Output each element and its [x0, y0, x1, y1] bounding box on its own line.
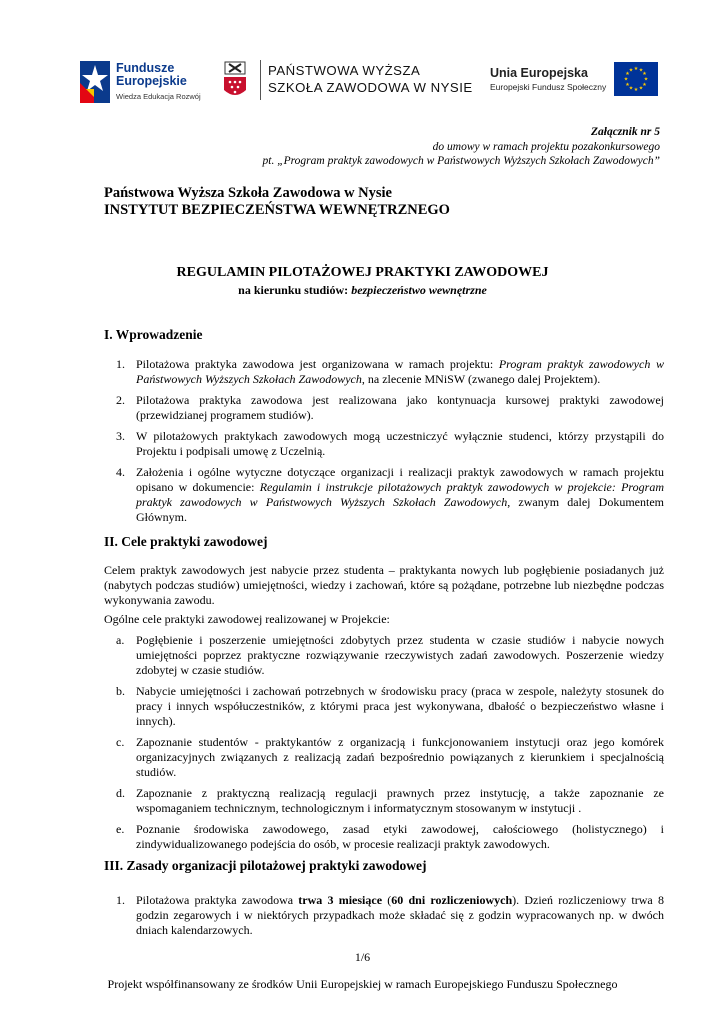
- list-item: d. Zapoznanie z praktyczną realizacją regulacji prawnych przez instytucję, a także zapoznanie ze wspomaganiem technicznym, technologicznym i informatycznym stosowanym w instytucji .: [116, 786, 664, 815]
- svg-text:★: ★: [642, 71, 647, 77]
- section-2-intro: Celem praktyk zawodowych jest nabycie przez studenta – praktykanta nowych lub pogłębienie posiadanych już (nabytych podczas studiów) umiejętności, wiedzy i zachowań, które są pożądane, potrzebne lub niezbędne podczas wykonywania zawodu.: [104, 563, 664, 607]
- eu-flag-icon: [614, 62, 658, 96]
- list-item: e. Poznanie środowiska zawodowego, zasad etyki zawodowej, całościowego (holistycznego) i zindywidualizowanego podejścia do osób, w procesie realizacji praktyk zawodowych.: [116, 822, 664, 851]
- list-item: c. Zapoznanie studentów - praktykantów z organizacją i funkcjonowaniem instytucji oraz jego komórek organizacyjnych związanych z realizacją zadań bezpośrednio powiązanych z kierunkiem i specjalnością studiów.: [116, 735, 664, 779]
- list-item: 4. Założenia i ogólne wytyczne dotyczące organizacji i realizacji praktyk zawodowych w ramach projektu opisano w dokumencie: Regulamin i instrukcje pilotażowych praktyk zawodowych w projekcie: Program praktyk zawodowych w Państwowych Wyższych Szkołach Zawodowych, zwanym dalej Dokumentem Głównym.: [116, 465, 665, 524]
- document-subtitle: [0, 283, 725, 298]
- list-item: 1. Pilotażowa praktyka zawodowa jest organizowana w ramach projektu: Program praktyk zawodowych w Państwowych Wyższych Szkołach Zawodowych, na zlecenie MNiSW (zwanego dalej Projektem).: [116, 357, 664, 386]
- svg-text:★: ★: [638, 85, 644, 92]
- ue-line2: Europejski Fundusz Społeczny: [490, 82, 607, 92]
- svg-text:★: ★: [623, 76, 629, 83]
- logo-bar: [0, 54, 725, 110]
- subtitle-field: bezpieczeństwo wewnętrzne: [351, 283, 487, 297]
- institution-block: [104, 185, 450, 219]
- svg-text:★: ★: [642, 82, 647, 88]
- svg-text:★: ★: [625, 82, 630, 88]
- pwsz-crest-icon: [222, 60, 248, 100]
- list-item: b. Nabycie umiejętności i zachowań potrzebnych w środowisku pracy (praca w zespole, należyty stosunek do pracy i innych współuczestników, z którymi praca jest wykonywana, dbałość o bezpieczeństwo własne i innych).: [116, 684, 664, 728]
- list-item: 1. Pilotażowa praktyka zawodowa trwa 3 miesiące (60 dni rozliczeniowych). Dzień rozliczeniowy trwa 8 godzin zegarowych i w niektórych przypadkach może składać się z godzin wypracowanych np. w dwóch dniach kalendarzowych.: [116, 893, 664, 937]
- page-number: 1/6: [354, 950, 371, 964]
- document-title: REGULAMIN PILOTAŻOWEJ PRAKTYKI ZAWODOWEJ: [176, 265, 549, 280]
- subtitle-prefix: na kierunku studiów:: [238, 283, 352, 297]
- pwsz-line1: PAŃSTWOWA WYŻSZA: [268, 63, 421, 78]
- section-2-intro2: Ogólne cele praktyki zawodowej realizowanej w Projekcie:: [104, 612, 390, 626]
- section-heading-2: II. Cele praktyki zawodowej: [104, 534, 268, 549]
- annex-note: [263, 125, 660, 169]
- ue-line1: Unia Europejska: [490, 66, 588, 80]
- institution-name: Państwowa Wyższa Szkoła Zawodowa w Nysie: [104, 185, 392, 201]
- footer-text: Projekt współfinansowany ze środków Unii Europejskiej w ramach Europejskiego Funduszu Społecznego: [107, 977, 618, 991]
- section-3-list: [104, 893, 664, 938]
- svg-text:★: ★: [633, 66, 639, 72]
- fe-line1: Fundusze: [116, 61, 175, 75]
- annex-line3: pt. „Program praktyk zawodowych w Państwowych Wyższych Szkołach Zawodowych”: [262, 155, 660, 167]
- svg-text:★: ★: [628, 67, 634, 74]
- svg-text:★: ★: [638, 67, 644, 74]
- list-item: 3. W pilotażowych praktykach zawodowych mogą uczestniczyć wyłącznie studenci, którzy przystąpili do Projektu i podpisali umowę z Uczelnią.: [116, 429, 664, 458]
- section-heading-3: III. Zasady organizacji pilotażowej praktyki zawodowej: [104, 858, 427, 873]
- list-item: a. Pogłębienie i poszerzenie umiejętności zdobytych przez studenta w czasie studiów i nabycie nowych umiejętności poprzez praktyczne rozwiązywanie rzeczywistych zadań zawodowych. Poszerzenie wiedzy zdobytej w czasie studiów.: [116, 633, 664, 677]
- fe-line2: Europejskie: [116, 74, 187, 88]
- annex-title: Załącznik nr 5: [590, 126, 660, 138]
- pwsz-line2: SZKOŁA ZAWODOWA W NYSIE: [268, 80, 473, 95]
- fe-star-icon: [80, 61, 110, 103]
- svg-text:★: ★: [628, 85, 634, 92]
- fundusze-europejskie-logo: [80, 59, 210, 107]
- annex-line2: do umowy w ramach projektu pozakonkursowego: [432, 140, 660, 153]
- section-heading-1: I. Wprowadzenie: [104, 327, 203, 342]
- institute-name: INSTYTUT BEZPIECZEŃSTWA WEWNĘTRZNEGO: [104, 202, 450, 218]
- section-1-list: [104, 357, 664, 525]
- svg-text:★: ★: [643, 76, 649, 83]
- svg-text:★: ★: [625, 71, 630, 77]
- list-item: 2. Pilotażowa praktyka zawodowa jest realizowana jako kontynuacja kursowej praktyki zawodowej (przewidzianej programem studiów).: [116, 393, 664, 422]
- fe-line3: Wiedza Edukacja Rozwój: [116, 92, 201, 101]
- section-2-list: [104, 633, 664, 852]
- svg-text:★: ★: [633, 87, 639, 93]
- logo-divider: [260, 60, 261, 100]
